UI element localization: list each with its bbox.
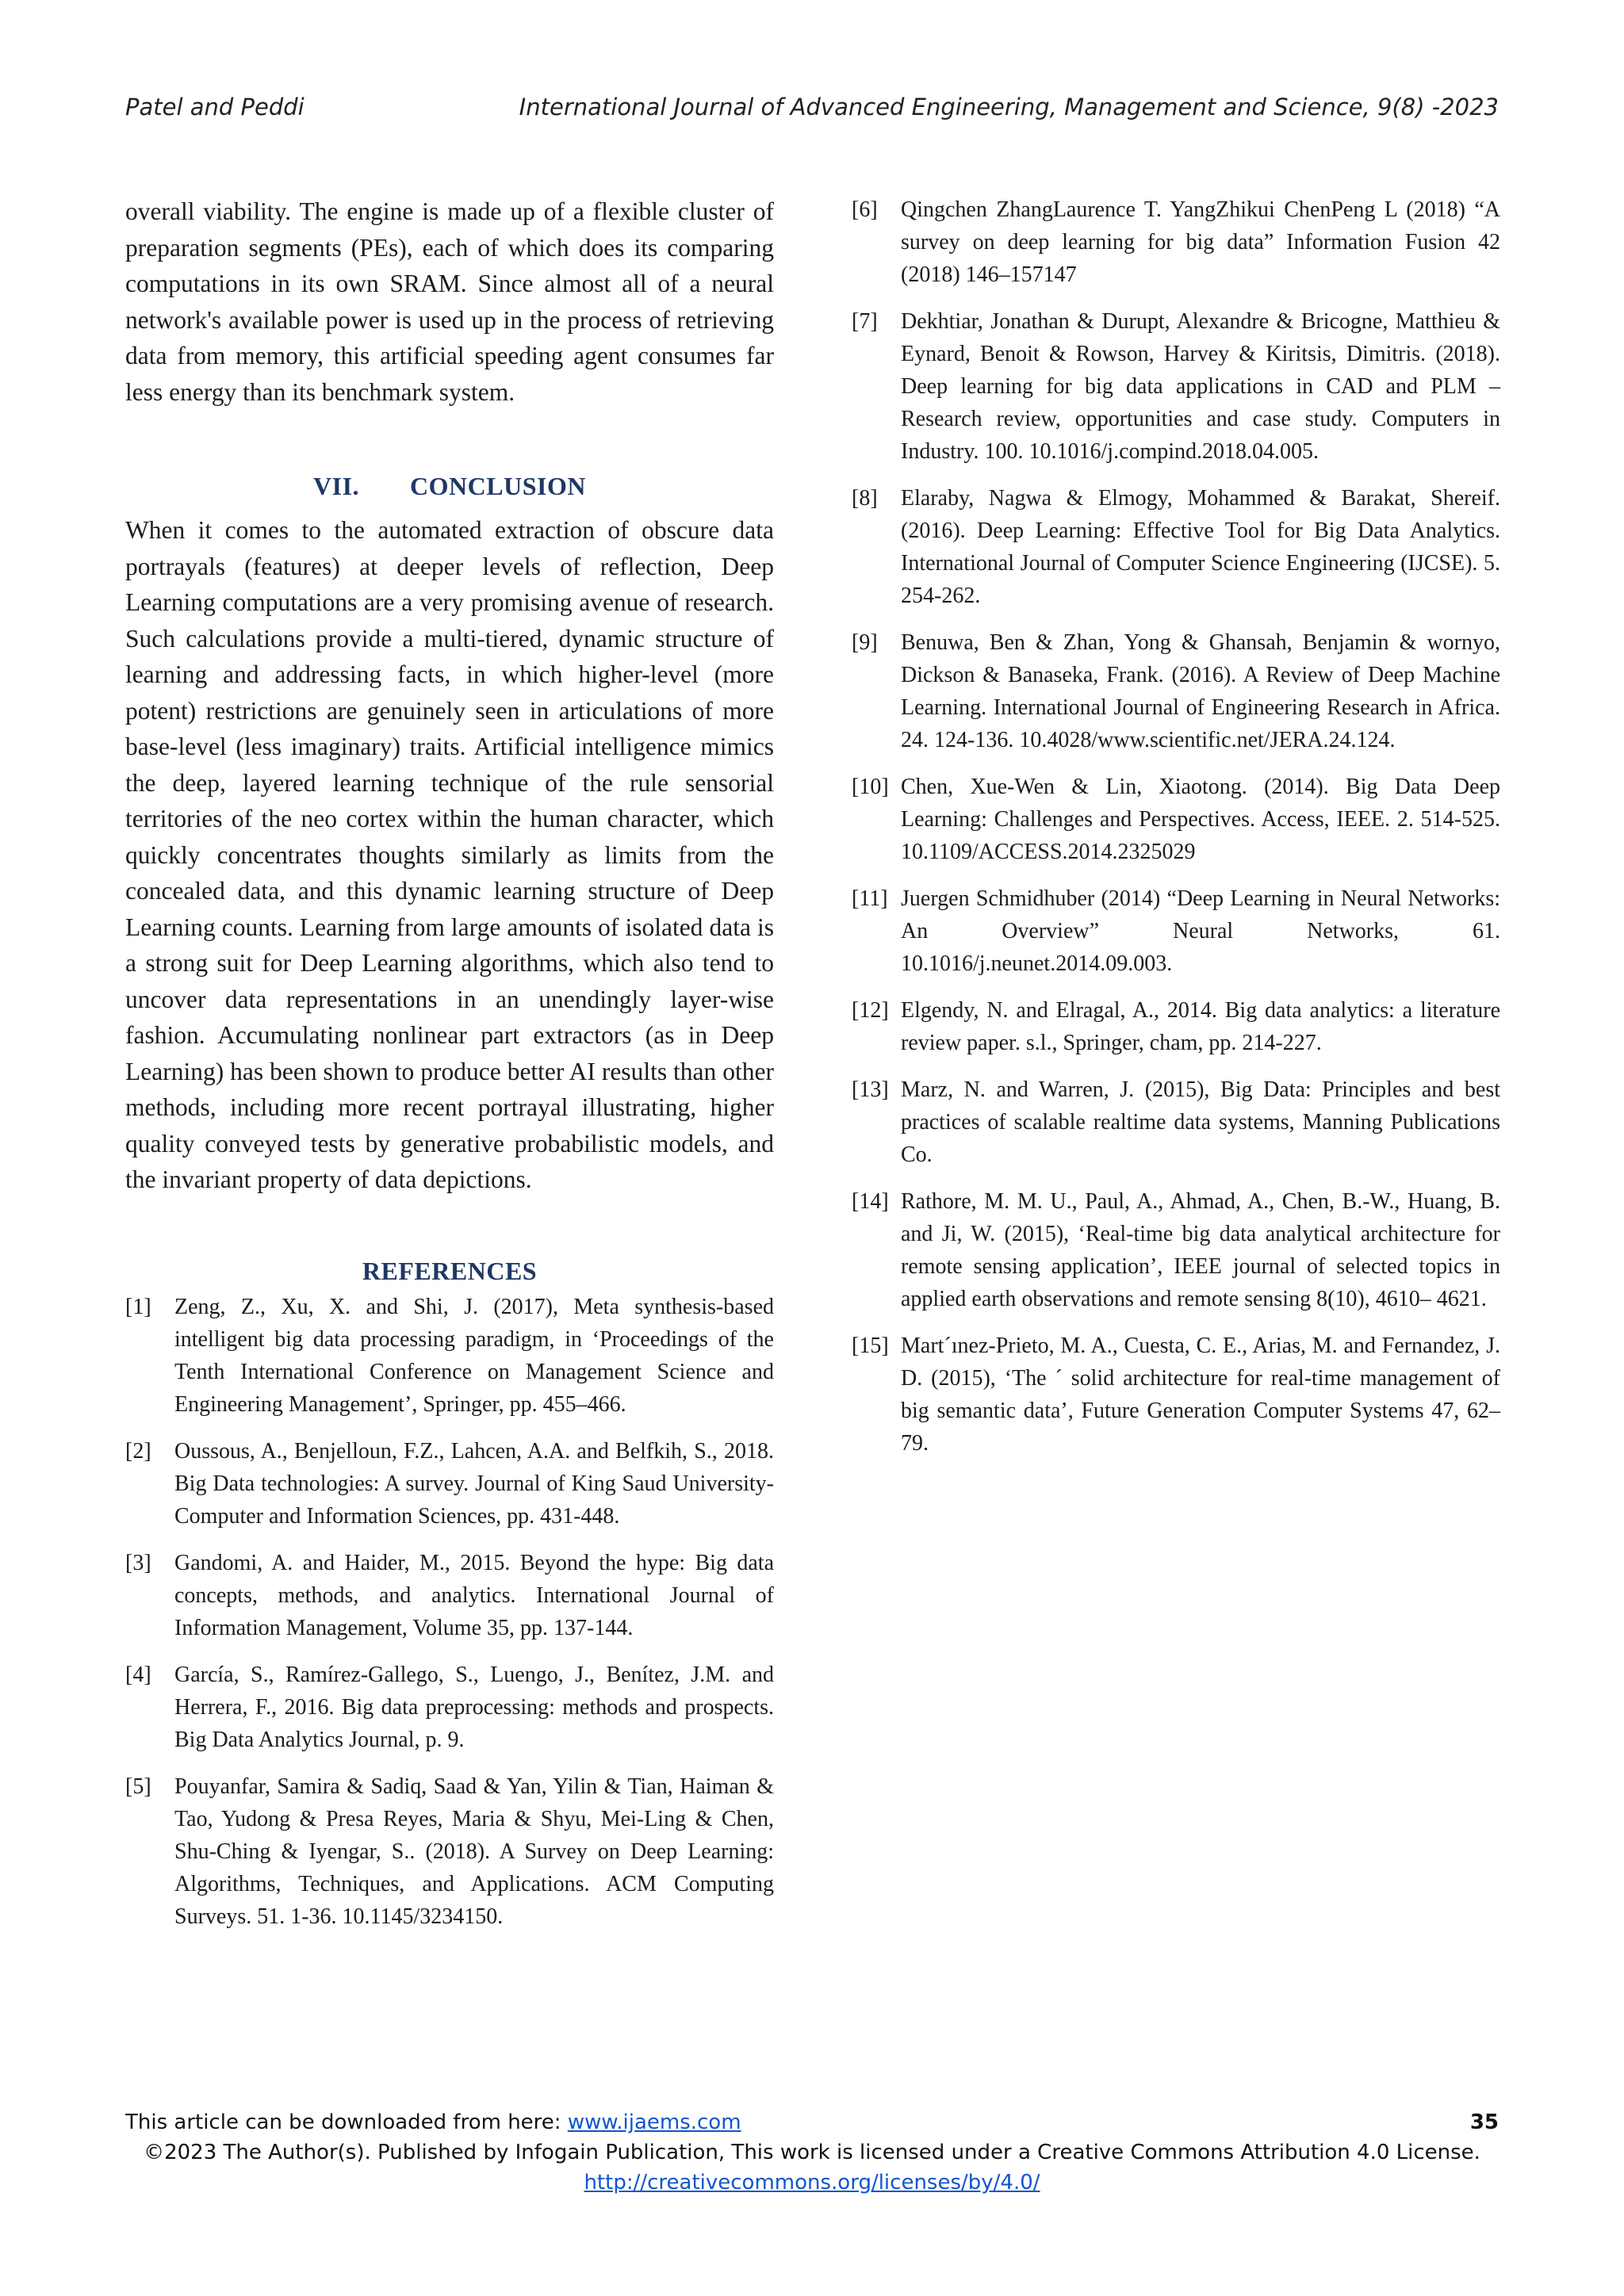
reference-item xyxy=(852,1330,1500,1460)
reference-text: Pouyanfar, Samira & Sadiq, Saad & Yan, Yilin & Tian, Haiman & Tao, Yudong & Presa Reyes, Maria & Shyu, Mei-Ling & Chen, Shu-Ching & Iyengar, S.. (2018). A Survey on Deep Learning: Algorithms, Techniques, and Applications. ACM Computing Surveys. 51. 1-36. 10.1145/3234150. xyxy=(174,1774,774,1929)
reference-item xyxy=(125,1770,774,1933)
header-authors: Patel and Peddi xyxy=(125,94,304,121)
reference-item xyxy=(852,994,1500,1059)
reference-number: [3] xyxy=(125,1550,151,1575)
reference-list-left xyxy=(125,1291,774,1933)
conclusion-title: CONCLUSION xyxy=(410,472,586,500)
left-column xyxy=(125,193,774,1947)
reference-item xyxy=(125,1291,774,1421)
reference-item xyxy=(125,1435,774,1533)
reference-number: [7] xyxy=(852,309,878,334)
header-journal: International Journal of Advanced Engineering, Management and Science, 9(8) -2023 xyxy=(519,94,1499,121)
reference-text: Chen, Xue-Wen & Lin, Xiaotong. (2014). Big Data Deep Learning: Challenges and Perspectives. Access, IEEE. 2. 514-525. 10.1109/ACCESS.2014.2325029 xyxy=(901,775,1500,864)
reference-text: Rathore, M. M. U., Paul, A., Ahmad, A., Chen, B.-W., Huang, B. and Ji, W. (2015), ‘Real-time big data analytical architecture for remote sensing application’, IEEE journal of selected topics in applied earth observations and remote sensing 8(10), 4610– 4621. xyxy=(901,1189,1500,1311)
footer-download-line xyxy=(125,2110,1499,2141)
right-column xyxy=(852,193,1500,1474)
conclusion-paragraph: When it comes to the automated extraction of obscure data portrayals (features) at deeper levels of reflection, Deep Learning computations are a very promising avenue of research. Such calculations provide a multi-tiered, dynamic structure of learning and addressing facts, in which higher-level (more potent) restrictions are genuinely seen in articulations of more base-level (less imaginary) traits. Artificial intelligence mimics the deep, layered learning technique of the rule sensorial territories of the neo cortex within the human character, which quickly concentrates thoughts similarly as limits from the concealed data, and this dynamic learning structure of Deep Learning counts. Learning from large amounts of isolated data is a strong suit for Deep Learning algorithms, which also tend to uncover data representations in an unendingly layer-wise fashion. Accumulating nonlinear part extractors (as in Deep Learning) has been shown to produce better AI results than other methods, including more recent portrayal illustrating, higher quality conveyed tests by generative probabilistic models, and the invariant property of data depictions. xyxy=(125,516,774,1193)
page-number: 35 xyxy=(1469,2110,1499,2134)
reference-text: Elaraby, Nagwa & Elmogy, Mohammed & Barakat, Shereif. (2016). Deep Learning: Effective Tool for Big Data Analytics. International Journal of Computer Science Engineering (IJCSE). 5. 254-262. xyxy=(901,486,1500,608)
reference-text: Benuwa, Ben & Zhan, Yong & Ghansah, Benjamin & wornyo, Dickson & Banaseka, Frank. (2016). A Review of Deep Machine Learning. International Journal of Engineering Research in Africa. 24. 124-136. 10.4028/www.scientific.net/JERA.24.124. xyxy=(901,630,1500,752)
conclusion-number: VII. xyxy=(313,472,360,500)
conclusion-heading xyxy=(125,472,774,501)
reference-item xyxy=(852,1185,1500,1315)
reference-item xyxy=(852,882,1500,980)
reference-item xyxy=(852,193,1500,291)
reference-number: [4] xyxy=(125,1662,151,1687)
reference-list-right xyxy=(852,193,1500,1460)
reference-item xyxy=(125,1659,774,1756)
footer-download-prefix: This article can be downloaded from here: xyxy=(125,2110,568,2134)
reference-number: [13] xyxy=(852,1077,889,1102)
reference-text: Dekhtiar, Jonathan & Durupt, Alexandre & Bricogne, Matthieu & Eynard, Benoit & Rowson, Harvey & Kiritsis, Dimitris. (2018). Deep learning for big data applications in CAD and PLM – Research review, opportunities and case study. Computers in Industry. 100. 10.1016/j.compind.2018.04.005. xyxy=(901,309,1500,464)
reference-text: Elgendy, N. and Elragal, A., 2014. Big data analytics: a literature review paper. s.l., Springer, cham, pp. 214-227. xyxy=(901,998,1500,1055)
footer-license: ©2023 The Author(s). Published by Infogain Publication, This work is licensed under a Creative Commons Attribution 4.0 License. xyxy=(144,2141,1480,2164)
reference-text: García, S., Ramírez-Gallego, S., Luengo, J., Benítez, J.M. and Herrera, F., 2016. Big data preprocessing: methods and prospects. Big Data Analytics Journal, p. 9. xyxy=(174,1662,774,1752)
reference-text: Qingchen ZhangLaurence T. YangZhikui ChenPeng L (2018) “A survey on deep learning for big data” Information Fusion 42 (2018) 146–157147 xyxy=(901,197,1500,287)
reference-number: [5] xyxy=(125,1774,151,1799)
license-link[interactable]: http://creativecommons.org/licenses/by/4.0/ xyxy=(584,2171,1040,2195)
page-footer xyxy=(125,2110,1499,2195)
reference-number: [2] xyxy=(125,1438,151,1464)
reference-number: [12] xyxy=(852,998,889,1023)
reference-item xyxy=(852,482,1500,612)
reference-number: [9] xyxy=(852,630,878,655)
reference-text: Zeng, Z., Xu, X. and Shi, J. (2017), Meta synthesis-based intelligent big data processing paradigm, in ‘Proceedings of the Tenth International Conference on Management Science and Engineering Management’, Springer, pp. 455–466. xyxy=(174,1294,774,1417)
reference-number: [10] xyxy=(852,775,889,799)
reference-text: Mart´ınez-Prieto, M. A., Cuesta, C. E., Arias, M. and Fernandez, J. D. (2015), ‘The ´ solid architecture for real-time management of big semantic data’, Future Generation Computer Systems 47, 62–79. xyxy=(901,1334,1500,1456)
reference-number: [11] xyxy=(852,886,888,911)
reference-text: Oussous, A., Benjelloun, F.Z., Lahcen, A.A. and Belfkih, S., 2018. Big Data technologies: A survey. Journal of King Saud University-Computer and Information Sciences, pp. 431-448. xyxy=(174,1438,774,1529)
reference-item xyxy=(125,1547,774,1644)
reference-number: [15] xyxy=(852,1334,889,1358)
reference-item xyxy=(852,626,1500,756)
reference-text: Juergen Schmidhuber (2014) “Deep Learning in Neural Networks: An Overview” Neural Networks, 61. 10.1016/j.neunet.2014.09.003. xyxy=(901,886,1500,976)
journal-website-link[interactable]: www.ijaems.com xyxy=(567,2110,741,2134)
reference-number: [6] xyxy=(852,197,878,222)
reference-text: Gandomi, A. and Haider, M., 2015. Beyond the hype: Big data concepts, methods, and analytics. International Journal of Information Management, Volume 35, pp. 137-144. xyxy=(174,1550,774,1640)
reference-item xyxy=(852,771,1500,868)
reference-number: [8] xyxy=(852,486,878,511)
reference-number: [1] xyxy=(125,1294,151,1319)
reference-item xyxy=(852,305,1500,468)
reference-item xyxy=(852,1073,1500,1171)
references-heading: REFERENCES xyxy=(362,1256,538,1285)
reference-text: Marz, N. and Warren, J. (2015), Big Data: Principles and best practices of scalable realtime data systems, Manning Publications Co. xyxy=(901,1077,1500,1167)
reference-number: [14] xyxy=(852,1189,889,1214)
body-paragraph-intro: overall viability. The engine is made up of a flexible cluster of preparation segments (PEs), each of which does its comparing computations in its own SRAM. Since almost all of a neural network's available power is used up in the process of retrieving data from memory, this artificial speeding agent consumes far less energy than its benchmark system. xyxy=(125,197,774,406)
footer-license-link-line xyxy=(125,2171,1499,2195)
